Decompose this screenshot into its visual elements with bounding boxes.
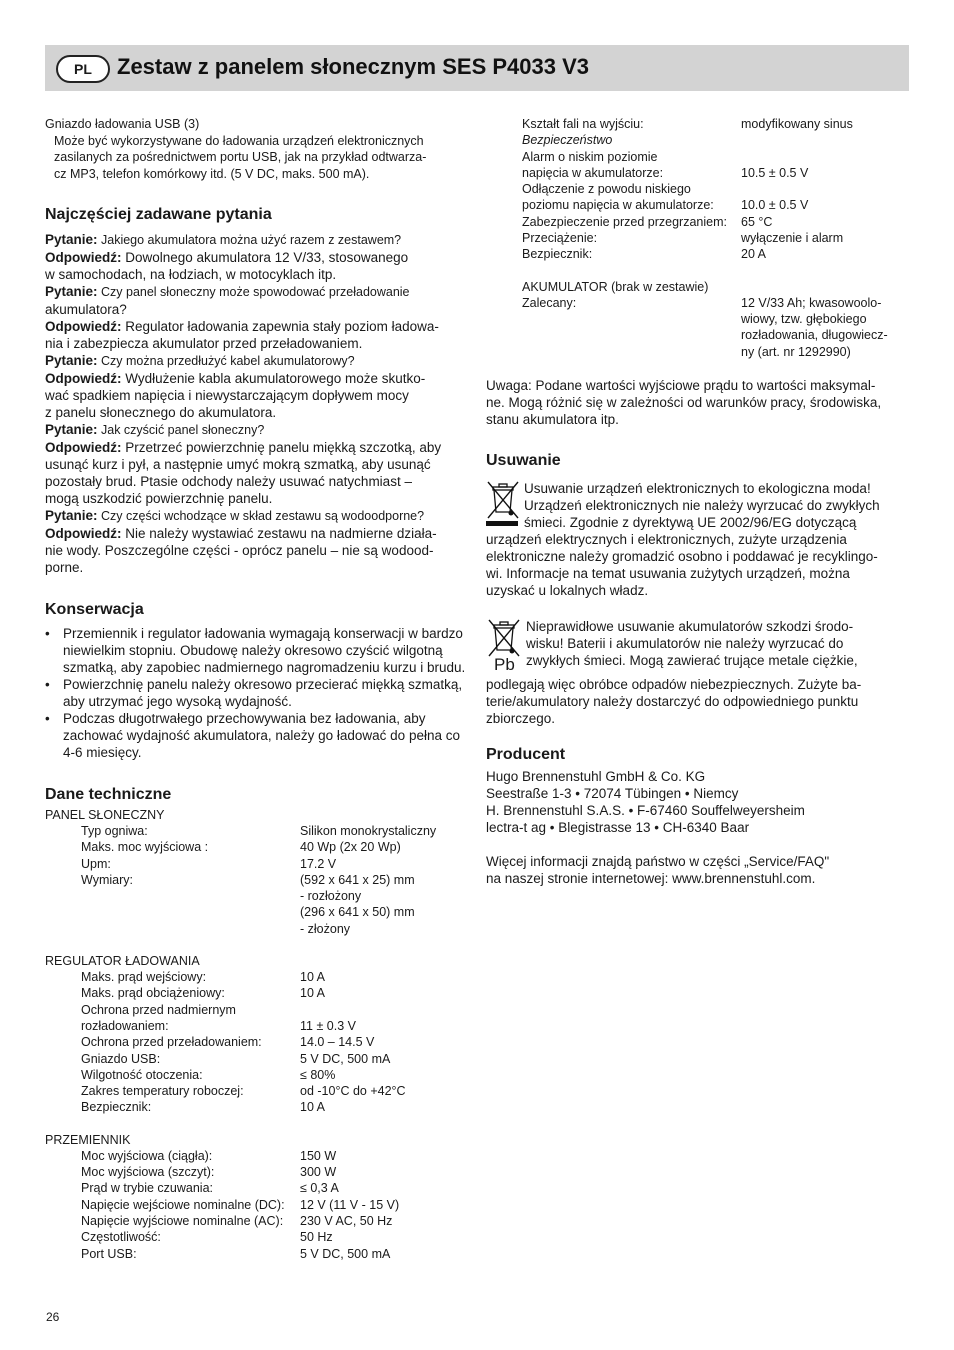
faq-line bbox=[45, 542, 475, 559]
spec-value bbox=[300, 1002, 406, 1018]
question-label: Pytanie: bbox=[45, 422, 98, 437]
spec-row bbox=[81, 1180, 399, 1196]
crossed-bin-icon bbox=[486, 480, 520, 528]
inverter-safety-spec-table bbox=[522, 116, 853, 263]
spec-key: Odłączenie z powodu niskiego bbox=[522, 182, 691, 197]
spec-row bbox=[522, 181, 853, 197]
spec-value: 300 W bbox=[300, 1165, 337, 1180]
faq-line bbox=[45, 404, 475, 421]
faq-line bbox=[45, 456, 475, 473]
spec-key: Zalecany: bbox=[522, 295, 577, 310]
spec-key: Bezpiecznik: bbox=[81, 1100, 152, 1115]
spec-key bbox=[81, 904, 300, 920]
right-column bbox=[486, 116, 910, 887]
faq-line bbox=[45, 473, 475, 490]
spec-key: Ochrona przed przeładowaniem: bbox=[81, 1035, 262, 1050]
faq-text: nie wody. Poszczególne części - oprócz panelu – nie są wodood- bbox=[45, 543, 434, 558]
question-label: Pytanie: bbox=[45, 232, 98, 247]
faq-text: nia i zabezpiecza akumulator przed przeładowaniem. bbox=[45, 336, 363, 351]
regulator-spec-table bbox=[81, 969, 406, 1116]
spec-row bbox=[81, 872, 436, 888]
spec-key: Prąd w trybie czuwania: bbox=[81, 1181, 214, 1196]
page-number: 26 bbox=[46, 1310, 60, 1324]
faq-line bbox=[45, 266, 475, 283]
spec-key: Ochrona przed nadmiernym bbox=[81, 1002, 236, 1017]
spec-value: - złożony bbox=[300, 921, 351, 936]
faq-text: wać spadkiem napięcia i niewystarczającym dopływem mocy bbox=[45, 388, 409, 403]
question-label: Pytanie: bbox=[45, 508, 98, 523]
faq-text: Jak czyścić panel słoneczny? bbox=[97, 423, 265, 437]
spec-key: Bezpieczeństwo bbox=[522, 133, 613, 148]
current-note: Uwaga: Podane wartości wyjściowe prądu to wartości maksymal- ne. Mogą różnić się w zależności od warunków pracy, środowiska, stanu akumulatora itp. bbox=[486, 377, 882, 427]
spec-value: (296 x 641 x 50) mm bbox=[300, 905, 415, 920]
answer-label: Odpowiedź: bbox=[45, 526, 122, 541]
faq-text: Wydłużenie kabla akumulatorowego może skutko- bbox=[121, 371, 426, 386]
spec-row bbox=[522, 132, 853, 148]
spec-row bbox=[81, 904, 436, 920]
pb-label: Pb bbox=[494, 654, 515, 674]
battery-section-name: AKUMULATOR (brak w zestawie) bbox=[522, 279, 709, 294]
spec-value bbox=[741, 132, 853, 148]
crossed-bin-icon bbox=[486, 618, 522, 658]
answer-label: Odpowiedź: bbox=[45, 319, 122, 334]
producer-address: Hugo Brennenstuhl GmbH & Co. KG Seestraße 1-3 • 72074 Tübingen • Niemcy H. Brennenstuhl S.A.S. • F-67460 Souffelweyersheim lectra-t ag • Blegistrasse 13 • CH-6340 Baar bbox=[486, 768, 805, 835]
spec-row bbox=[81, 856, 436, 872]
faq-text: w samochodach, na łodziach, w motocyklach itp. bbox=[45, 267, 337, 282]
list-item: • Podczas długotrwałego przechowywania bez ładowania, aby zachować wydajność akumulatora, należy go ładować do pełna co 4-6 miesięcy. bbox=[45, 710, 475, 761]
spec-row bbox=[522, 214, 853, 230]
faq-line bbox=[45, 318, 475, 335]
inverter-section-name: PRZEMIENNIK bbox=[45, 1132, 131, 1147]
spec-value: 12 V/33 Ah; kwasowoolo- wiowy, tzw. głębokiego rozładowania, długowiecz- ny (art. nr 1292990) bbox=[741, 295, 888, 359]
faq-line bbox=[45, 387, 475, 404]
spec-value: ≤ 80% bbox=[300, 1067, 336, 1082]
spec-value: 14.0 – 14.5 V bbox=[300, 1035, 375, 1050]
spec-row bbox=[81, 1099, 406, 1115]
disposal-heading: Usuwanie bbox=[486, 451, 561, 469]
faq-text: Przetrzeć powierzchnię panelu miękką szczotką, aby bbox=[121, 440, 442, 455]
faq-line bbox=[45, 370, 475, 387]
spec-row bbox=[81, 1213, 399, 1229]
faq-list bbox=[45, 231, 475, 576]
spec-value: 65 °C bbox=[741, 214, 773, 229]
faq-text: pozostały brud. Ptasie odchody należy usuwać natychmiast – bbox=[45, 474, 412, 489]
spec-value: 150 W bbox=[300, 1148, 337, 1163]
maintenance-heading: Konserwacja bbox=[45, 601, 144, 618]
faq-text: usunąć kurz i pył, a następnie umyć mokrą szmatką, aby usunąć bbox=[45, 457, 431, 472]
spec-row bbox=[522, 197, 853, 213]
spec-row bbox=[81, 1229, 399, 1245]
spec-key: Moc wyjściowa (ciągła): bbox=[81, 1148, 213, 1163]
battery-spec-table bbox=[522, 295, 888, 360]
question-label: Pytanie: bbox=[45, 284, 98, 299]
spec-key: Napięcie wyjściowe nominalne (AC): bbox=[81, 1213, 284, 1228]
spec-key: Częstotliwość: bbox=[81, 1230, 161, 1245]
spec-key: Zakres temperatury roboczej: bbox=[81, 1084, 244, 1099]
faq-text: porne. bbox=[45, 560, 84, 575]
spec-value: 12 V (11 V - 15 V) bbox=[300, 1197, 400, 1212]
spec-key: Typ ogniwa: bbox=[81, 824, 148, 838]
spec-key: poziomu napięcia w akumulatorze: bbox=[522, 198, 714, 213]
spec-row bbox=[522, 165, 853, 181]
faq-line bbox=[45, 421, 475, 439]
spec-row bbox=[81, 1083, 406, 1099]
faq-text: Nie należy wystawiać zestawu na nadmierne działa- bbox=[121, 526, 437, 541]
inverter-spec-table bbox=[81, 1148, 399, 1262]
spec-row bbox=[522, 230, 853, 246]
spec-row bbox=[81, 921, 436, 937]
spec-value: 230 V AC, 50 Hz bbox=[300, 1213, 393, 1228]
spec-value: 17.2 V bbox=[300, 856, 337, 871]
spec-row bbox=[81, 888, 436, 904]
spec-key bbox=[81, 921, 300, 937]
list-item: • Powierzchnię panelu należy okresowo przecierać miękką szmatką, aby utrzymać jego wysoką wydajność. bbox=[45, 676, 475, 710]
tech-heading: Dane techniczne bbox=[45, 786, 172, 803]
title-bar bbox=[45, 45, 909, 91]
spec-key: Wilgotność otoczenia: bbox=[81, 1067, 203, 1082]
spec-row bbox=[81, 1164, 399, 1180]
faq-text: Czy panel słoneczny może spowodować przeładowanie bbox=[97, 285, 410, 299]
faq-line bbox=[45, 231, 475, 249]
spec-key: Wymiary: bbox=[81, 872, 133, 887]
spec-value: 20 A bbox=[741, 247, 767, 262]
spec-key: Przeciążenie: bbox=[522, 231, 598, 246]
spec-value: - rozłożony bbox=[300, 889, 362, 904]
spec-row bbox=[81, 1018, 406, 1034]
spec-key: Gniazdo USB: bbox=[81, 1051, 161, 1066]
producer-heading: Producent bbox=[486, 745, 566, 763]
page-title: Zestaw z panelem słonecznym SES P4033 V3 bbox=[117, 54, 589, 79]
answer-label: Odpowiedź: bbox=[45, 440, 122, 455]
spec-value: 10 A bbox=[300, 970, 326, 985]
maintenance-list bbox=[45, 625, 475, 761]
spec-value: 10 A bbox=[300, 1100, 326, 1115]
panel-section-name: PANEL SŁONECZNY bbox=[45, 808, 165, 822]
faq-text: z panelu słonecznego do akumulatora. bbox=[45, 405, 277, 420]
faq-text: Czy można przedłużyć kabel akumulatorowy? bbox=[97, 354, 355, 368]
weee-notice: Usuwanie urządzeń elektronicznych to ekologiczna moda! Urządzeń elektronicznych nie należy wyrzucać do zwykłych śmieci. Zgodnie z dyrektywą UE 2002/96/EG dotyczącą urządzeń elektrycznych i elektronicznych, zużyte urządzenia elektroniczne należy gromadzić osobno i poddawać je recyklingo- wi. Informacje na temat usuwania zużytych urządzeń, można uzyskać u lokalnych władz. bbox=[486, 480, 880, 598]
spec-row bbox=[81, 1246, 399, 1262]
faq-line bbox=[45, 559, 475, 576]
spec-row bbox=[81, 969, 406, 985]
faq-line bbox=[45, 352, 475, 370]
faq-line bbox=[45, 283, 475, 301]
spec-key: Zabezpieczenie przed przegrzaniem: bbox=[522, 214, 727, 229]
battery-bin-pb-icon bbox=[486, 618, 522, 676]
spec-row bbox=[522, 116, 853, 132]
spec-value: 40 Wp (2x 20 Wp) bbox=[300, 840, 401, 855]
spec-row bbox=[522, 246, 853, 262]
usb-description: Może być wykorzystywane do ładowania urządzeń elektronicznych zasilanych za pośrednictwem portu USB, jak na przykład odtwarza- cz MP3, telefon komórkowy itd. (5 V DC, maks. 500 mA). bbox=[54, 133, 427, 181]
spec-value bbox=[741, 149, 853, 165]
spec-key bbox=[81, 888, 300, 904]
faq-text: akumulatora? bbox=[45, 302, 127, 317]
faq-text: Jakiego akumulatora można użyć razem z zestawem? bbox=[97, 233, 402, 247]
spec-key: Maks. prąd obciążeniowy: bbox=[81, 986, 225, 1001]
spec-key: Napięcie wejściowe nominalne (DC): bbox=[81, 1197, 285, 1212]
faq-text: Czy części wchodzące w skład zestawu są wodoodporne? bbox=[97, 509, 425, 523]
spec-value: 10 A bbox=[300, 986, 326, 1001]
more-info: Więcej informacji znajdą państwo w części „Service/FAQ" na naszej stronie internetowej: www.brennenstuhl.com. bbox=[486, 853, 830, 886]
panel-spec-table bbox=[81, 823, 436, 937]
faq-line bbox=[45, 301, 475, 318]
spec-value: 5 V DC, 500 mA bbox=[300, 1051, 391, 1066]
spec-row bbox=[81, 1034, 406, 1050]
faq-line bbox=[45, 249, 475, 266]
faq-text: Dowolnego akumulatora 12 V/33, stosowanego bbox=[121, 250, 409, 265]
spec-key: Kształt fali na wyjściu: bbox=[522, 117, 644, 131]
spec-row bbox=[81, 839, 436, 855]
spec-key: Maks. prąd wejściowy: bbox=[81, 970, 207, 985]
faq-heading: Najczęściej zadawane pytania bbox=[45, 206, 272, 223]
faq-text: mogą uszkodzić powierzchnię panelu. bbox=[45, 491, 273, 506]
spec-row bbox=[81, 1051, 406, 1067]
regulator-section-name: REGULATOR ŁADOWANIA bbox=[45, 954, 200, 969]
spec-value: modyfikowany sinus bbox=[741, 117, 853, 131]
language-badge: PL bbox=[56, 55, 110, 83]
faq-line bbox=[45, 507, 475, 525]
faq-line bbox=[45, 335, 475, 352]
spec-value: ≤ 0,3 A bbox=[300, 1181, 339, 1196]
answer-label: Odpowiedź: bbox=[45, 250, 122, 265]
spec-value: (592 x 641 x 25) mm bbox=[300, 872, 415, 887]
spec-value: wyłączenie i alarm bbox=[741, 231, 844, 246]
spec-row bbox=[81, 1148, 399, 1164]
spec-value: Silikon monokrystaliczny bbox=[300, 824, 437, 838]
spec-value: 5 V DC, 500 mA bbox=[300, 1246, 391, 1261]
spec-row bbox=[81, 1002, 406, 1018]
battery-disposal-notice: Pb Nieprawidłowe usuwanie akumulatorów szkodzi środo- wisku! Baterii i akumulatorów nie należy wyrzucać do zwykłych śmieci. Mogą zawierać trujące metale ciężkie, podlegają więc obróbce odpadów niebezpiecznych. Zużyte ba- terie/akumulatory należy dostarczyć do odpowiedniego punktu zbiorczego. bbox=[486, 618, 862, 726]
spec-value: od -10°C do +42°C bbox=[300, 1084, 406, 1099]
spec-key: rozładowaniem: bbox=[81, 1018, 169, 1033]
spec-key: Moc wyjściowa (szczyt): bbox=[81, 1165, 215, 1180]
faq-line bbox=[45, 439, 475, 456]
spec-row bbox=[81, 985, 406, 1001]
spec-row bbox=[522, 149, 853, 165]
list-item: • Przemiennik i regulator ładowania wymagają konserwacji w bardzo niewielkim stopniu. Obudowę należy okresowo czyścić wilgotną szmatką, aby zapobiec nadmiernego nagromadzeniu kurzu i brudu. bbox=[45, 625, 475, 676]
spec-key: Maks. moc wyjściowa : bbox=[81, 840, 209, 855]
spec-row bbox=[81, 1067, 406, 1083]
spec-row bbox=[81, 1197, 399, 1213]
spec-value: 50 Hz bbox=[300, 1230, 333, 1245]
faq-text: Regulator ładowania zapewnia stały poziom ładowa- bbox=[121, 319, 439, 334]
faq-line bbox=[45, 490, 475, 507]
spec-key: Upm: bbox=[81, 856, 111, 871]
spec-value bbox=[741, 181, 853, 197]
faq-line bbox=[45, 525, 475, 542]
spec-key: Port USB: bbox=[81, 1246, 137, 1261]
spec-key: Bezpiecznik: bbox=[522, 247, 593, 262]
question-label: Pytanie: bbox=[45, 353, 98, 368]
spec-value: 10.5 ± 0.5 V bbox=[741, 165, 809, 180]
usb-title: Gniazdo ładowania USB (3) bbox=[45, 117, 200, 131]
spec-row bbox=[81, 823, 436, 839]
spec-key: Alarm o niskim poziomie bbox=[522, 149, 658, 164]
answer-label: Odpowiedź: bbox=[45, 371, 122, 386]
spec-value: 10.0 ± 0.5 V bbox=[741, 198, 809, 213]
spec-key: napięcia w akumulatorze: bbox=[522, 165, 664, 180]
spec-value: 11 ± 0.3 V bbox=[300, 1018, 356, 1033]
left-column bbox=[45, 116, 475, 1262]
